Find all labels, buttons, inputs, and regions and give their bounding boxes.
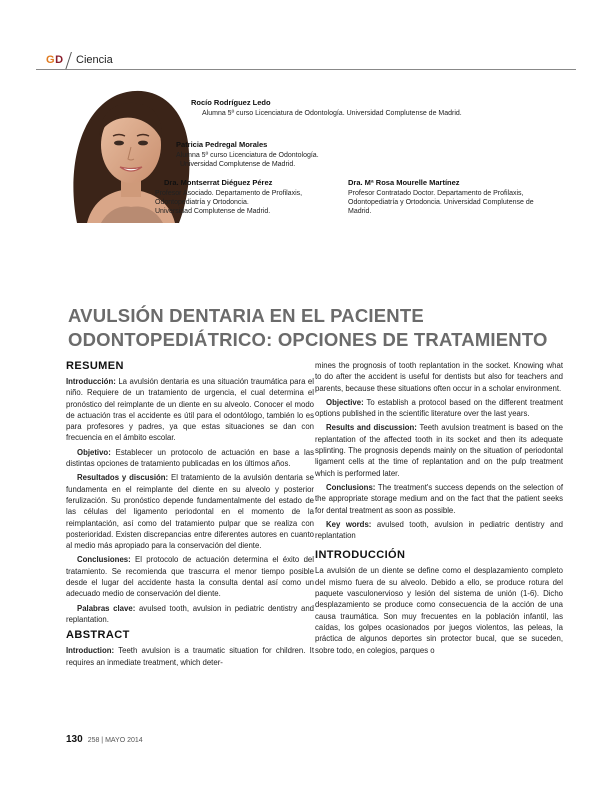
issue-label: 258 | MAYO 2014 bbox=[87, 737, 143, 744]
section-label: Ciencia bbox=[76, 54, 113, 66]
resumen-resultados: Resultados y discusión: El tratamiento de la avulsión dentaria se fundamenta en el reimplante del diente en su alveolo y posterior ferulización. Su pronóstico depende fundamentalmente del estado de las células del ligamento periodontal en el momento de la reimplantación, así como del tratamiento pulpar que se realiza con posterioridad. Existen discrepancias entre diferentes autores en cuanto al medio más apropiado para la conservación del diente. bbox=[66, 473, 315, 551]
resumen-keywords: Palabras clave: avulsed tooth, avulsion in pediatric dentistry and replantation. bbox=[66, 603, 314, 624]
author-3: Dra. Montserrat Diéguez Pérez Profesor Asociado. Departamento de Profilaxis, Odontopediatría y Ortodoncia. Universidad Complutense de Madrid. bbox=[155, 178, 303, 215]
introduccion-text: La avulsión de un diente se define como el desplazamiento completo del mismo fuera de su alveolo. Debido a ello, se produce rotura del paquete vasculonervioso y lesión del sistema de unión (1-6). Dicho desplazamiento se produce como consecuencia de la acción de una causa traumática. Son muy frecuentes en la población infantil, las caídas, los golpes ocasionados por juegos violentos, las peleas, la práctica de algunos deportes sin protector bucal, que se suceden, sobre todo, en colegios, parques o bbox=[315, 566, 563, 655]
abstract-keywords: Key words: avulsed tooth, avulsion in pediatric dentistry and replantation bbox=[315, 519, 564, 541]
abstract-conclusions: Conclusions: The treatment's success depends on the selection of the appropriate storage medium and on the fact that the patient seeks for dental treatment as soon as possible. bbox=[315, 482, 563, 515]
abstract-intro: Introduction: Teeth avulsion is a traumatic situation for children. It requires an inmediate treatment, which deter- bbox=[66, 646, 314, 667]
header-rule bbox=[36, 69, 576, 70]
column-right bbox=[315, 360, 563, 659]
page-footer bbox=[66, 734, 143, 745]
resumen-intro: Introducción: La avulsión dentaria es una situación traumática para el niño. Requiere de un tratamiento de urgencia, el cual determina el pronóstico del reimplante de un diente en su alveolo. Conocer el modo de actuación tras el accidente es útil para el odontólogo, también lo es para profesores y padres, ya que estas situaciones se dan con frecuencia en el ámbito escolar. bbox=[66, 377, 314, 443]
resumen-objetivo: Objetivo: Establecer un protocolo de actuación en base a las distintas opciones de tratamiento publicadas en los últimos años. bbox=[66, 447, 314, 469]
abstract-results: Results and discussion: Teeth avulsion treatment is based on the replantation of the affected tooth in its socket and then its adequate splinting. The prognosis depends mainly on the situation of periodontal ligament cells at the time of replantation and on the pulp treatment which is performed later. bbox=[315, 423, 563, 478]
resumen-conclusiones: Conclusiones: El protocolo de actuación determina el éxito del tratamiento. Se recomienda que trascurra el menor tiempo posible desde el lugar del accidente hasta la consulta dental así como un adecuado medio de conservación del diente. bbox=[66, 555, 314, 599]
author-4: Dra. Mª Rosa Mourelle Martínez Profesor Contratado Doctor. Departamento de Profilaxis, Odontopediatría y Ortodoncia. Universidad Complutense de Madrid. bbox=[348, 178, 534, 215]
header-slash-divider bbox=[65, 52, 72, 70]
abstract-objective: Objective: To establish a protocol based on the different treatment options published in the scientific literature over the last years. bbox=[315, 397, 563, 419]
column-left bbox=[66, 360, 314, 671]
page-header bbox=[36, 50, 576, 70]
author-2: Patricia Pedregal Morales Alumna 5º curso Licenciatura de Odontología. Universidad Complutense de Madrid. bbox=[176, 140, 319, 168]
resumen-heading: RESUMEN bbox=[66, 360, 124, 372]
page-number: 130 bbox=[66, 734, 83, 745]
author-1: Rocío Rodríguez Ledo Alumna 5º curso Licenciatura de Odontología. Universidad Complutense de Madrid. bbox=[191, 98, 462, 117]
abstract-heading: ABSTRACT bbox=[66, 629, 130, 642]
article-title: AVULSIÓN DENTARIA EN EL PACIENTE ODONTOPEDIÁTRICO: OPCIONES DE TRATAMIENTO bbox=[68, 305, 548, 350]
introduccion-heading: INTRODUCCIÓN bbox=[315, 549, 406, 562]
gd-logo: GD bbox=[46, 54, 64, 66]
abstract-intro-cont: mines the prognosis of tooth replantation in the socket. Knowing what to do after the accident is useful for dentists but also for teachers and parents, because these situations often occur in a scholar environment. bbox=[315, 361, 563, 393]
